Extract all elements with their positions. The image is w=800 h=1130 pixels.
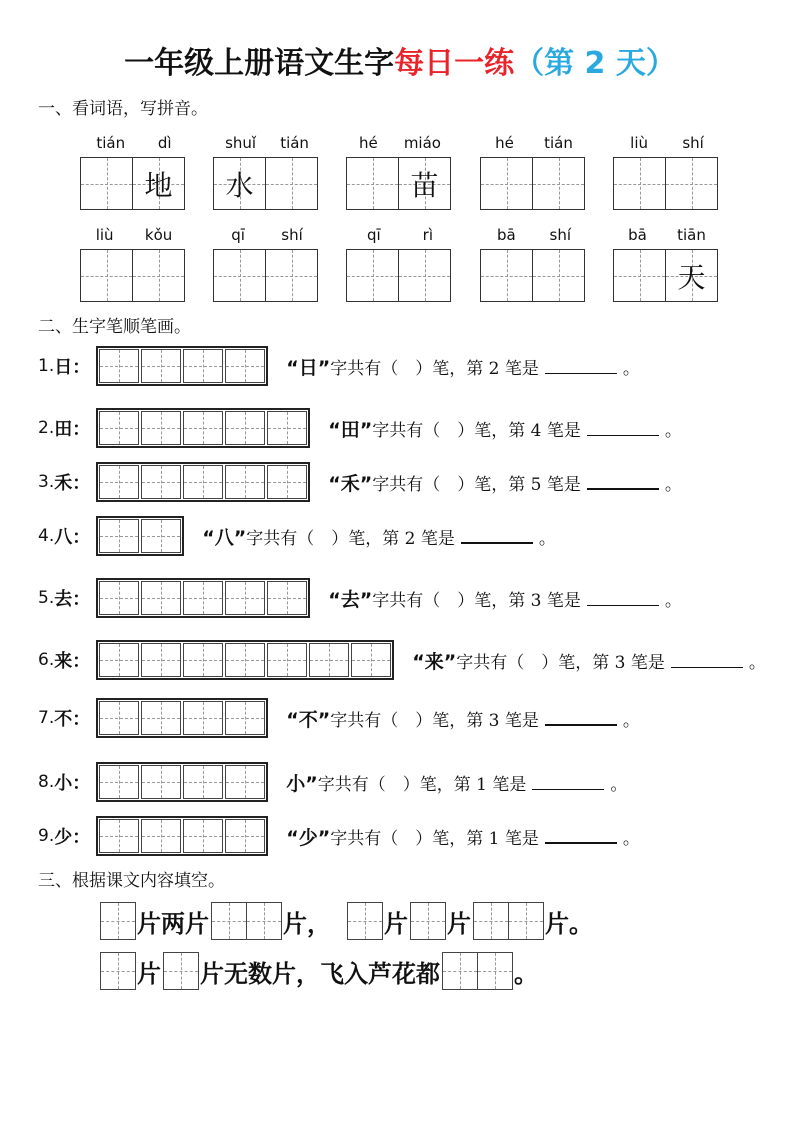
pinyin-syllable: liù	[630, 134, 648, 152]
row-sep: ：	[72, 527, 91, 548]
stroke-row	[38, 698, 640, 738]
stroke-boxes	[96, 578, 310, 618]
question-end: 。	[622, 710, 640, 731]
pinyin	[613, 132, 721, 154]
poem-blank-8[interactable]	[442, 952, 512, 990]
row-number: 9.	[38, 826, 55, 846]
row-sep: ：	[72, 709, 91, 730]
stroke-box[interactable]	[99, 765, 139, 799]
writing-cell[interactable]	[213, 249, 266, 302]
title-daily: 每日一练	[394, 46, 515, 81]
question-body: 字共有（ ）笔，第 2 笔是	[330, 358, 539, 379]
stroke-row	[38, 816, 640, 856]
stroke-box[interactable]	[183, 765, 223, 799]
answer-blank[interactable]	[545, 359, 617, 374]
writing-cell[interactable]	[665, 249, 718, 302]
poem-text: 片，	[283, 909, 331, 938]
stroke-box[interactable]	[141, 349, 181, 383]
pinyin-syllable: qī	[366, 226, 381, 244]
stroke-row	[38, 408, 682, 448]
row-sep: ：	[72, 419, 91, 440]
poem-line-1	[100, 902, 595, 940]
question-end: 。	[748, 652, 766, 673]
pinyin	[346, 132, 454, 154]
stroke-box[interactable]	[141, 465, 181, 499]
stroke-box[interactable]	[225, 819, 265, 853]
answer-blank[interactable]	[671, 653, 743, 668]
title-main: 一年级上册语文生字	[124, 46, 395, 81]
question-end: 。	[664, 590, 682, 611]
writing-cell[interactable]	[346, 249, 399, 302]
writing-cell[interactable]	[80, 249, 133, 302]
question-body: 字共有（ ）笔，第 3 笔是	[330, 710, 539, 731]
section-1-heading: 一、看词语，写拼音。	[38, 99, 208, 119]
stroke-box[interactable]	[141, 581, 181, 615]
stroke-box[interactable]	[141, 643, 181, 677]
pinyin	[213, 132, 321, 154]
stroke-box[interactable]	[183, 819, 223, 853]
poem-text: 片。	[545, 909, 593, 938]
stroke-row	[38, 516, 556, 556]
row-char: 八	[54, 527, 73, 548]
stroke-box[interactable]	[183, 643, 223, 677]
stroke-box[interactable]	[309, 643, 349, 677]
writing-cell[interactable]	[132, 249, 185, 302]
question-text	[328, 415, 682, 442]
stroke-row	[38, 762, 627, 802]
pinyin-syllable: shí	[281, 226, 303, 244]
stroke-row	[38, 640, 766, 680]
pinyin-syllable: dì	[157, 134, 172, 152]
pinyin-syllable: liù	[95, 226, 114, 244]
pinyin-syllable: tián	[96, 134, 126, 152]
stroke-box[interactable]	[225, 465, 265, 499]
row-number: 8.	[38, 772, 55, 792]
quoted-char: “去”	[328, 588, 373, 611]
quoted-char: “田”	[328, 418, 373, 441]
cell-char: 苗	[410, 168, 439, 202]
answer-blank[interactable]	[587, 474, 659, 490]
pinyin	[80, 132, 188, 154]
row-sep: ：	[72, 827, 91, 848]
stroke-box[interactable]	[225, 701, 265, 735]
poem-blank-6[interactable]	[100, 952, 135, 990]
row-char: 禾	[54, 473, 73, 494]
writing-cell[interactable]	[532, 249, 585, 302]
writing-cell[interactable]	[613, 249, 666, 302]
stroke-box[interactable]	[225, 643, 265, 677]
stroke-box[interactable]	[267, 581, 307, 615]
row-number: 2.	[38, 418, 55, 438]
stroke-box[interactable]	[141, 411, 181, 445]
pinyin	[480, 224, 588, 246]
writing-cell[interactable]	[80, 157, 133, 210]
answer-blank[interactable]	[532, 775, 604, 790]
pinyin-syllable: bā	[496, 226, 516, 244]
cell-char: 水	[225, 168, 254, 202]
stroke-box[interactable]	[99, 411, 139, 445]
question-body: 字共有（ ）笔，第 4 笔是	[372, 420, 581, 441]
pinyin	[346, 224, 454, 246]
pinyin	[480, 132, 588, 154]
row-sep: ：	[72, 773, 91, 794]
writing-cell[interactable]	[532, 157, 585, 210]
answer-blank[interactable]	[461, 528, 533, 544]
title-day: （第 2 天）	[514, 46, 676, 81]
writing-cell[interactable]	[265, 249, 318, 302]
stroke-box[interactable]	[267, 643, 307, 677]
stroke-box[interactable]	[183, 349, 223, 383]
pinyin	[613, 224, 721, 246]
row-number: 5.	[38, 588, 55, 608]
stroke-box[interactable]	[183, 581, 223, 615]
stroke-box[interactable]	[225, 581, 265, 615]
poem-blank-2[interactable]	[211, 902, 281, 940]
writing-cell[interactable]	[265, 157, 318, 210]
row-char: 不	[54, 709, 73, 730]
poem-blank-5[interactable]	[473, 902, 543, 940]
row-char: 来	[54, 651, 73, 672]
row-char: 田	[54, 419, 73, 440]
stroke-box[interactable]	[141, 765, 181, 799]
writing-cell[interactable]	[346, 157, 399, 210]
question-body: 字共有（ ）笔，第 2 笔是	[246, 528, 455, 549]
row-char: 日	[54, 357, 73, 378]
quoted-char: “日”	[286, 356, 331, 379]
poem-text: 片	[447, 909, 471, 938]
stroke-row	[38, 578, 682, 618]
stroke-box[interactable]	[99, 349, 139, 383]
row-number: 6.	[38, 650, 55, 670]
row-number: 7.	[38, 708, 55, 728]
pinyin	[80, 224, 188, 246]
writing-cell[interactable]	[480, 157, 533, 210]
pinyin-syllable: tiān	[677, 226, 706, 244]
poem-text: 片两片	[137, 909, 209, 938]
row-char: 小	[54, 773, 73, 794]
stroke-box[interactable]	[99, 701, 139, 735]
question-text	[286, 353, 640, 380]
quoted-char: “八”	[202, 526, 247, 549]
pinyin-syllable: qī	[231, 226, 245, 244]
question-text	[286, 705, 640, 732]
writing-cell[interactable]	[213, 157, 266, 210]
question-end: 。	[622, 828, 640, 849]
question-body: 字共有（ ）笔，第 1 笔是	[330, 828, 539, 849]
question-text	[286, 769, 627, 796]
cell-char: 地	[144, 168, 173, 202]
poem-text: 片	[137, 959, 161, 988]
poem-blank-4[interactable]	[410, 902, 445, 940]
quoted-char: “少”	[286, 826, 331, 849]
poem-text: 片	[384, 909, 408, 938]
stroke-row	[38, 462, 682, 502]
stroke-box[interactable]	[225, 349, 265, 383]
stroke-box[interactable]	[351, 643, 391, 677]
row-sep: ：	[72, 473, 91, 494]
section-3-heading: 三、根据课文内容填空。	[38, 871, 225, 891]
stroke-box[interactable]	[225, 411, 265, 445]
poem-blank-1[interactable]	[100, 902, 135, 940]
question-end: 。	[664, 420, 682, 441]
quoted-char: “不”	[286, 708, 331, 731]
pinyin-syllable: tián	[280, 134, 309, 152]
row-number: 1.	[38, 356, 55, 376]
pinyin-syllable: miáo	[403, 134, 441, 152]
cell-char: 天	[677, 260, 706, 294]
question-body: 字共有（ ）笔，第 1 笔是	[317, 774, 527, 795]
stroke-box[interactable]	[99, 465, 139, 499]
poem-text: 片无数片，飞入芦花都	[200, 959, 440, 988]
pinyin-syllable: shí	[682, 134, 704, 152]
question-text	[286, 823, 640, 850]
question-end: 。	[538, 528, 556, 549]
writing-cell[interactable]	[132, 157, 185, 210]
writing-cell[interactable]	[665, 157, 718, 210]
pinyin-syllable: shuǐ	[225, 134, 257, 152]
question-end: 。	[622, 358, 640, 379]
stroke-box[interactable]	[141, 819, 181, 853]
answer-blank[interactable]	[545, 710, 617, 726]
stroke-box[interactable]	[99, 643, 139, 677]
pinyin-syllable: bā	[628, 226, 647, 244]
section-2-heading: 二、生字笔顺笔画。	[38, 317, 191, 337]
stroke-box[interactable]	[141, 519, 181, 553]
stroke-boxes	[96, 816, 268, 856]
question-text	[202, 523, 556, 550]
pinyin-syllable: rì	[422, 226, 433, 244]
stroke-box[interactable]	[267, 465, 307, 499]
question-end: 。	[610, 774, 628, 795]
stroke-boxes	[96, 516, 184, 556]
stroke-row	[38, 346, 640, 386]
question-body: 字共有（ ）笔，第 3 笔是	[372, 590, 581, 611]
writing-cell[interactable]	[398, 249, 451, 302]
writing-cell[interactable]	[480, 249, 533, 302]
poem-text: 。	[514, 959, 538, 988]
stroke-boxes	[96, 408, 310, 448]
stroke-boxes	[96, 462, 310, 502]
stroke-box[interactable]	[99, 819, 139, 853]
question-body: 字共有（ ）笔，第 3 笔是	[456, 652, 665, 673]
stroke-boxes	[96, 346, 268, 386]
quoted-char: “来”	[412, 650, 457, 673]
stroke-box[interactable]	[225, 765, 265, 799]
question-body: 字共有（ ）笔，第 5 笔是	[372, 474, 581, 495]
question-end: 。	[664, 474, 682, 495]
writing-cell[interactable]	[613, 157, 666, 210]
stroke-box[interactable]	[99, 581, 139, 615]
pinyin-syllable: hé	[495, 134, 514, 152]
pinyin-syllable: tián	[544, 134, 573, 152]
stroke-box[interactable]	[99, 519, 139, 553]
stroke-boxes	[96, 640, 394, 680]
pinyin	[213, 224, 321, 246]
row-char: 少	[54, 827, 73, 848]
stroke-box[interactable]	[267, 411, 307, 445]
row-sep: ：	[72, 651, 91, 672]
row-sep: ：	[72, 357, 91, 378]
question-text	[328, 469, 682, 496]
stroke-box[interactable]	[141, 701, 181, 735]
poem-blank-7[interactable]	[163, 952, 198, 990]
row-number: 4.	[38, 526, 55, 546]
stroke-boxes	[96, 698, 268, 738]
row-char: 去	[54, 589, 73, 610]
page-title	[0, 38, 800, 82]
pinyin-syllable: hé	[359, 134, 378, 152]
question-text	[328, 585, 682, 612]
stroke-box[interactable]	[183, 411, 223, 445]
stroke-boxes	[96, 762, 268, 802]
stroke-box[interactable]	[183, 465, 223, 499]
stroke-box[interactable]	[183, 701, 223, 735]
pinyin-syllable: kǒu	[144, 226, 173, 244]
quoted-char: 小”	[286, 772, 318, 795]
quoted-char: “禾”	[328, 472, 373, 495]
writing-cell[interactable]	[398, 157, 451, 210]
answer-blank[interactable]	[587, 591, 659, 606]
pinyin-syllable: shí	[549, 226, 572, 244]
answer-blank[interactable]	[545, 828, 617, 844]
answer-blank[interactable]	[587, 421, 659, 436]
row-number: 3.	[38, 472, 55, 492]
row-sep: ：	[72, 589, 91, 610]
question-text	[412, 647, 766, 674]
poem-line-2	[100, 952, 540, 990]
poem-blank-3[interactable]	[347, 902, 382, 940]
